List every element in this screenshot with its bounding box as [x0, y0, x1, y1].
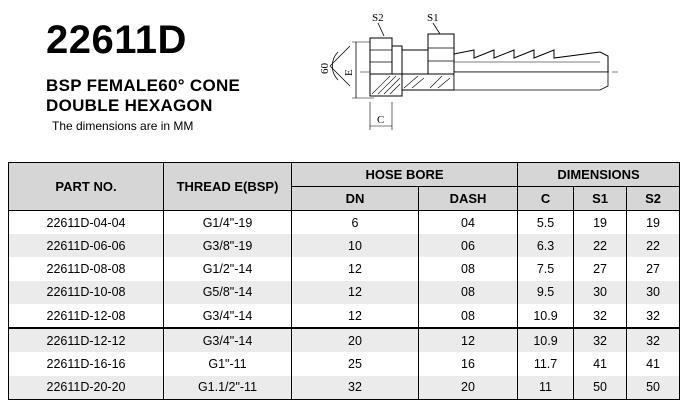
cell-dash: 12: [419, 328, 518, 352]
cell-s1: 32: [574, 304, 627, 328]
label-angle: 60: [319, 63, 331, 74]
cell-c: 11.7: [518, 352, 574, 375]
cell-c: 11: [518, 376, 574, 400]
cell-s1: 41: [574, 352, 627, 375]
header-s1: S1: [574, 187, 627, 211]
header-thread: THREAD E(BSP): [164, 163, 292, 211]
cell-dn: 20: [292, 328, 419, 352]
cell-dn: 25: [292, 352, 419, 375]
cell-thread: G3/8"-19: [164, 234, 292, 257]
cell-s1: 22: [574, 234, 627, 257]
cell-s2: 30: [627, 281, 680, 304]
table-row: [9, 211, 680, 235]
cell-part-no: 22611D-06-06: [9, 234, 164, 257]
label-c: C: [377, 114, 385, 126]
table-row: [9, 234, 680, 257]
units-note: The dimensions are in MM: [52, 119, 194, 133]
cell-s2: 19: [627, 211, 680, 235]
description-line-2: DOUBLE HEXAGON: [46, 96, 213, 115]
table-row: [9, 376, 680, 400]
cell-dn: 32: [292, 376, 419, 400]
cell-dash: 04: [419, 211, 518, 235]
label-s2: S2: [372, 12, 384, 24]
label-e: E: [343, 69, 355, 76]
cell-part-no: 22611D-16-16: [9, 352, 164, 375]
cell-s2: 22: [627, 234, 680, 257]
cell-s1: 50: [574, 376, 627, 400]
cell-thread: G1"-11: [164, 352, 292, 375]
cell-c: 9.5: [518, 281, 574, 304]
cell-dn: 6: [292, 211, 419, 235]
table-row: [9, 304, 680, 328]
header-hose-bore: HOSE BORE: [292, 163, 518, 187]
cell-dash: 06: [419, 234, 518, 257]
cell-s2: 27: [627, 257, 680, 280]
part-title: 22611D: [46, 18, 187, 62]
cell-thread: G1/2"-14: [164, 257, 292, 280]
cell-s2: 32: [627, 304, 680, 328]
cell-thread: G5/8"-14: [164, 281, 292, 304]
header-dn: DN: [292, 187, 419, 211]
cell-dash: 08: [419, 304, 518, 328]
cell-s2: 41: [627, 352, 680, 375]
table-row: [9, 281, 680, 304]
cell-thread: G3/4"-14: [164, 304, 292, 328]
cell-part-no: 22611D-10-08: [9, 281, 164, 304]
cell-thread: G1/4"-19: [164, 211, 292, 235]
cell-s2: 50: [627, 376, 680, 400]
cell-s2: 32: [627, 328, 680, 352]
cell-part-no: 22611D-20-20: [9, 376, 164, 400]
cell-dash: 08: [419, 281, 518, 304]
cell-s1: 27: [574, 257, 627, 280]
header-c: C: [518, 187, 574, 211]
fitting-drawing: [300, 6, 630, 136]
cell-c: 6.3: [518, 234, 574, 257]
cell-s1: 30: [574, 281, 627, 304]
cell-part-no: 22611D-08-08: [9, 257, 164, 280]
cell-s1: 19: [574, 211, 627, 235]
header-dash: DASH: [419, 187, 518, 211]
cell-thread: G3/4"-14: [164, 328, 292, 352]
cell-part-no: 22611D-04-04: [9, 211, 164, 235]
cell-c: 10.9: [518, 328, 574, 352]
cell-c: 7.5: [518, 257, 574, 280]
cell-dn: 10: [292, 234, 419, 257]
description-line-1: BSP FEMALE60° CONE: [46, 76, 241, 95]
table-row: [9, 352, 680, 375]
label-s1: S1: [427, 12, 439, 24]
table-row: [9, 328, 680, 352]
dimensions-table: [8, 162, 680, 400]
cell-dn: 12: [292, 257, 419, 280]
cell-thread: G1.1/2"-11: [164, 376, 292, 400]
header-dimensions: DIMENSIONS: [518, 163, 680, 187]
cell-dash: 08: [419, 257, 518, 280]
cell-dn: 12: [292, 304, 419, 328]
cell-s1: 32: [574, 328, 627, 352]
cell-part-no: 22611D-12-12: [9, 328, 164, 352]
cell-dash: 16: [419, 352, 518, 375]
table-row: [9, 257, 680, 280]
cell-dn: 12: [292, 281, 419, 304]
header-s2: S2: [627, 187, 680, 211]
cell-dash: 20: [419, 376, 518, 400]
cell-c: 10.9: [518, 304, 574, 328]
cell-part-no: 22611D-12-08: [9, 304, 164, 328]
part-description: [46, 76, 240, 116]
cell-c: 5.5: [518, 211, 574, 235]
header-part-no: PART NO.: [9, 163, 164, 211]
